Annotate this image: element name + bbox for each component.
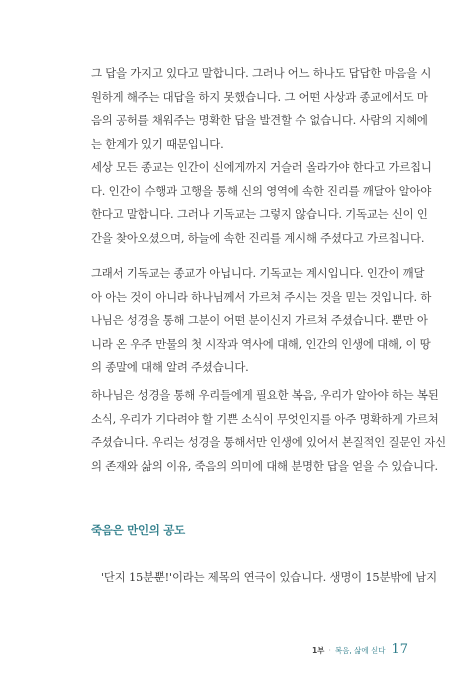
paragraph-line: 는 한계가 있기 때문입니다. (91, 136, 224, 151)
paragraph-line: 간을 찾아오셨으며, 하늘에 속한 진리를 계시해 주셨다고 가르칩니다. (91, 230, 425, 245)
paragraph-line: 세상 모든 종교는 인간이 신에게까지 거슬러 올라가야 한다고 가르칩니 (91, 160, 432, 174)
paragraph-line: 니라 온 우주 만물의 첫 시작과 역사에 대해, 인간의 인생에 대해, 이 땅 (91, 336, 431, 351)
footer-chapter-title: 복음, 삶에 싣다 (334, 646, 386, 655)
paragraph-line: 원하게 해주는 대답을 하지 못했습니다. 그 어떤 사상과 종교에서도 마 (91, 89, 428, 104)
paragraph-1 (91, 62, 432, 250)
paragraph-line: '단지 15분뿐!'이라는 제목의 연극이 있습니다. 생명이 15분밖에 남지 (101, 570, 437, 584)
paragraph-line: 음의 공허를 채워주는 명확한 답을 발견할 수 없습니다. 사람의 지혜에 (91, 113, 428, 127)
paragraph-3 (91, 384, 446, 478)
paragraph-line: 하나님은 성경을 통해 우리들에게 필요한 복음, 우리가 알아야 하는 복된 (91, 388, 439, 402)
paragraph-line: 의 종말에 대해 알려 주셨습니다. (91, 360, 249, 374)
section-paragraph (91, 566, 437, 590)
paragraph-line: 다. 인간이 수행과 고행을 통해 신의 영역에 속한 진리를 깨달아 알아야 (91, 183, 432, 198)
footer-separator: · (328, 646, 331, 655)
paragraph-line: 소식, 우리가 기다려야 할 기쁜 소식이 무엇인지를 아주 명확하게 가르쳐 (91, 411, 439, 426)
page-footer (312, 642, 408, 657)
paragraph-line: 나님은 성경을 통해 그분이 어떤 분이신지 가르쳐 주셨습니다. 뿐만 아 (91, 313, 428, 327)
paragraph-line: 한다고 말합니다. 그러나 기독교는 그렇지 않습니다. 기독교는 신이 인 (91, 207, 428, 221)
paragraph-line: 주셨습니다. 우리는 성경을 통해서만 인생에 있어서 본질적인 질문인 자신 (91, 435, 446, 449)
paragraph-2 (91, 262, 432, 380)
paragraph-line: 그래서 기독교는 종교가 아닙니다. 기독교는 계시입니다. 인간이 깨달 (91, 266, 425, 280)
page-number: 17 (391, 642, 408, 657)
footer-part-label: 1부 (311, 646, 325, 655)
paragraph-line: 그 답을 가지고 있다고 말합니다. 그러나 어느 하나도 답답한 마음을 시 (91, 66, 432, 80)
paragraph-line: 아 아는 것이 아니라 하나님께서 가르쳐 주시는 것을 믿는 것입니다. 하 (91, 289, 432, 304)
section-heading: 죽음은 만인의 공도 (91, 523, 185, 537)
paragraph-line: 의 존재와 삶의 이유, 죽음의 의미에 대해 분명한 답을 얻을 수 있습니다. (91, 458, 438, 473)
